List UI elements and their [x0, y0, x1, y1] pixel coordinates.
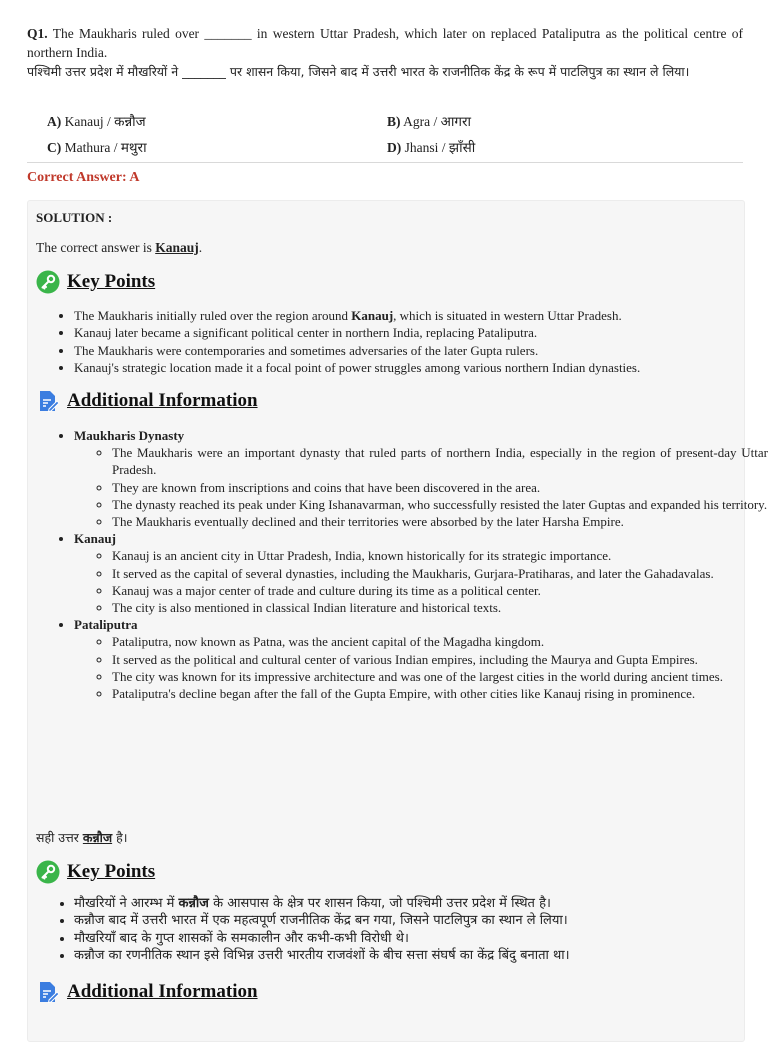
list-item: • Kanauj later became a significant political center in northern India, replacing Pataliputra. [74, 324, 754, 341]
key-icon [36, 270, 60, 294]
hindi-answer-word: कन्नौज [82, 830, 113, 845]
key-icon [36, 860, 60, 884]
divider [27, 162, 743, 163]
options [47, 108, 727, 160]
question-text [27, 24, 743, 81]
list-item: • Pataliputra ◦ Pataliputra, now known as Patna, was the ancient capital of the Magadha kingdom. ◦ It served as the political and cultural center of various Indian empires, including the Maurya and Gupta Empires. ◦ The city was known for its impressive architecture and was one of the largest cities in the world during ancient times. ◦ Pataliputra's decline began after the fall of the Gupta Empire, with other cities like Kanauj rising in prominence. [74, 616, 768, 702]
hindi-answer-line: सही उत्तर कन्नौज है। [36, 830, 128, 845]
list-item: • कन्नौज का रणनीतिक स्थान इसे विभिन्न उत्तरी भारतीय राजवंशों के बीच सत्ता संघर्ष का केंद्र बिंदु बनाता था। [74, 947, 754, 964]
question-english: The Maukharis ruled over _______ in western Uttar Pradesh, which later on replaced Pataliputra as the political centre of northern India. [27, 26, 743, 60]
additional-info-list [36, 427, 768, 702]
key-points-list [36, 307, 754, 376]
question-hindi: पश्चिमी उत्तर प्रदेश में मौखरियों ने _______ पर शासन किया, जिसने बाद में उत्तरी भारत के राजनीतिक केंद्र के रूप में पाटलिपुत्र का स्थान ले लिया। [27, 64, 690, 79]
list-item: • Kanauj's strategic location made it a focal point of power struggles among various northern Indian dynasties. [74, 359, 754, 376]
list-item: • Kanauj ◦ Kanauj is an ancient city in Uttar Pradesh, India, known historically for its strategic importance. ◦ It served as the capital of several dynasties, including the Maukharis, Gurjara-Pratiharas, and later the Gahadavalas. ◦ Kanauj was a major center of trade and culture during its time as a political center. ◦ The city is also mentioned in classical Indian literature and historical texts. [74, 530, 768, 616]
key-points-heading: Key Points [36, 270, 155, 294]
option-a[interactable]: A) Kanauj / कन्नौज [47, 114, 146, 129]
hindi-additional-info-heading: Additional Information [36, 980, 258, 1004]
answer-line: The correct answer is Kanauj. [36, 240, 203, 255]
additional-info-heading: Additional Information [36, 389, 258, 413]
answer-word: Kanauj [155, 240, 199, 255]
list-item: • Maukharis Dynasty ◦ The Maukharis were an important dynasty that ruled parts of northern India, especially in the region of present-day Uttar Pradesh. ◦ They are known from inscriptions and coins that have been discovered in the area. ◦ The dynasty reached its peak under King Ishanavarman, who successfully resisted the later Guptas and expanded his territory. ◦ The Maukharis eventually declined and their territories were absorbed by the later Harsha Empire. [74, 427, 768, 530]
option-d[interactable]: D) Jhansi / झाँसी [387, 140, 476, 155]
document-edit-icon [36, 980, 60, 1004]
list-item: • मौखरियों ने आरम्भ में कन्नौज के आसपास के क्षेत्र पर शासन किया, जो पश्चिमी उत्तर प्रदेश में स्थित है। [74, 895, 754, 912]
option-c[interactable]: C) Mathura / मथुरा [47, 140, 147, 155]
list-item: • The Maukharis initially ruled over the region around Kanauj, which is situated in western Uttar Pradesh. [74, 307, 754, 324]
list-item: • The Maukharis were contemporaries and sometimes adversaries of the later Gupta rulers. [74, 342, 754, 359]
correct-answer: Correct Answer: A [27, 170, 140, 185]
hindi-key-points-heading: Key Points [36, 860, 155, 884]
question-number: Q1. [27, 26, 48, 41]
list-item: • मौखरियाँ बाद के गुप्त शासकों के समकालीन और कभी-कभी विरोधी थे। [74, 930, 754, 947]
hindi-key-points-list [36, 895, 754, 964]
list-item: • कन्नौज बाद में उत्तरी भारत में एक महत्वपूर्ण राजनीतिक केंद्र बन गया, जिसने पाटलिपुत्र का स्थान ले लिया। [74, 912, 754, 929]
solution-label: SOLUTION : [36, 210, 113, 225]
document-edit-icon [36, 389, 60, 413]
option-b[interactable]: B) Agra / आगरा [387, 114, 472, 129]
